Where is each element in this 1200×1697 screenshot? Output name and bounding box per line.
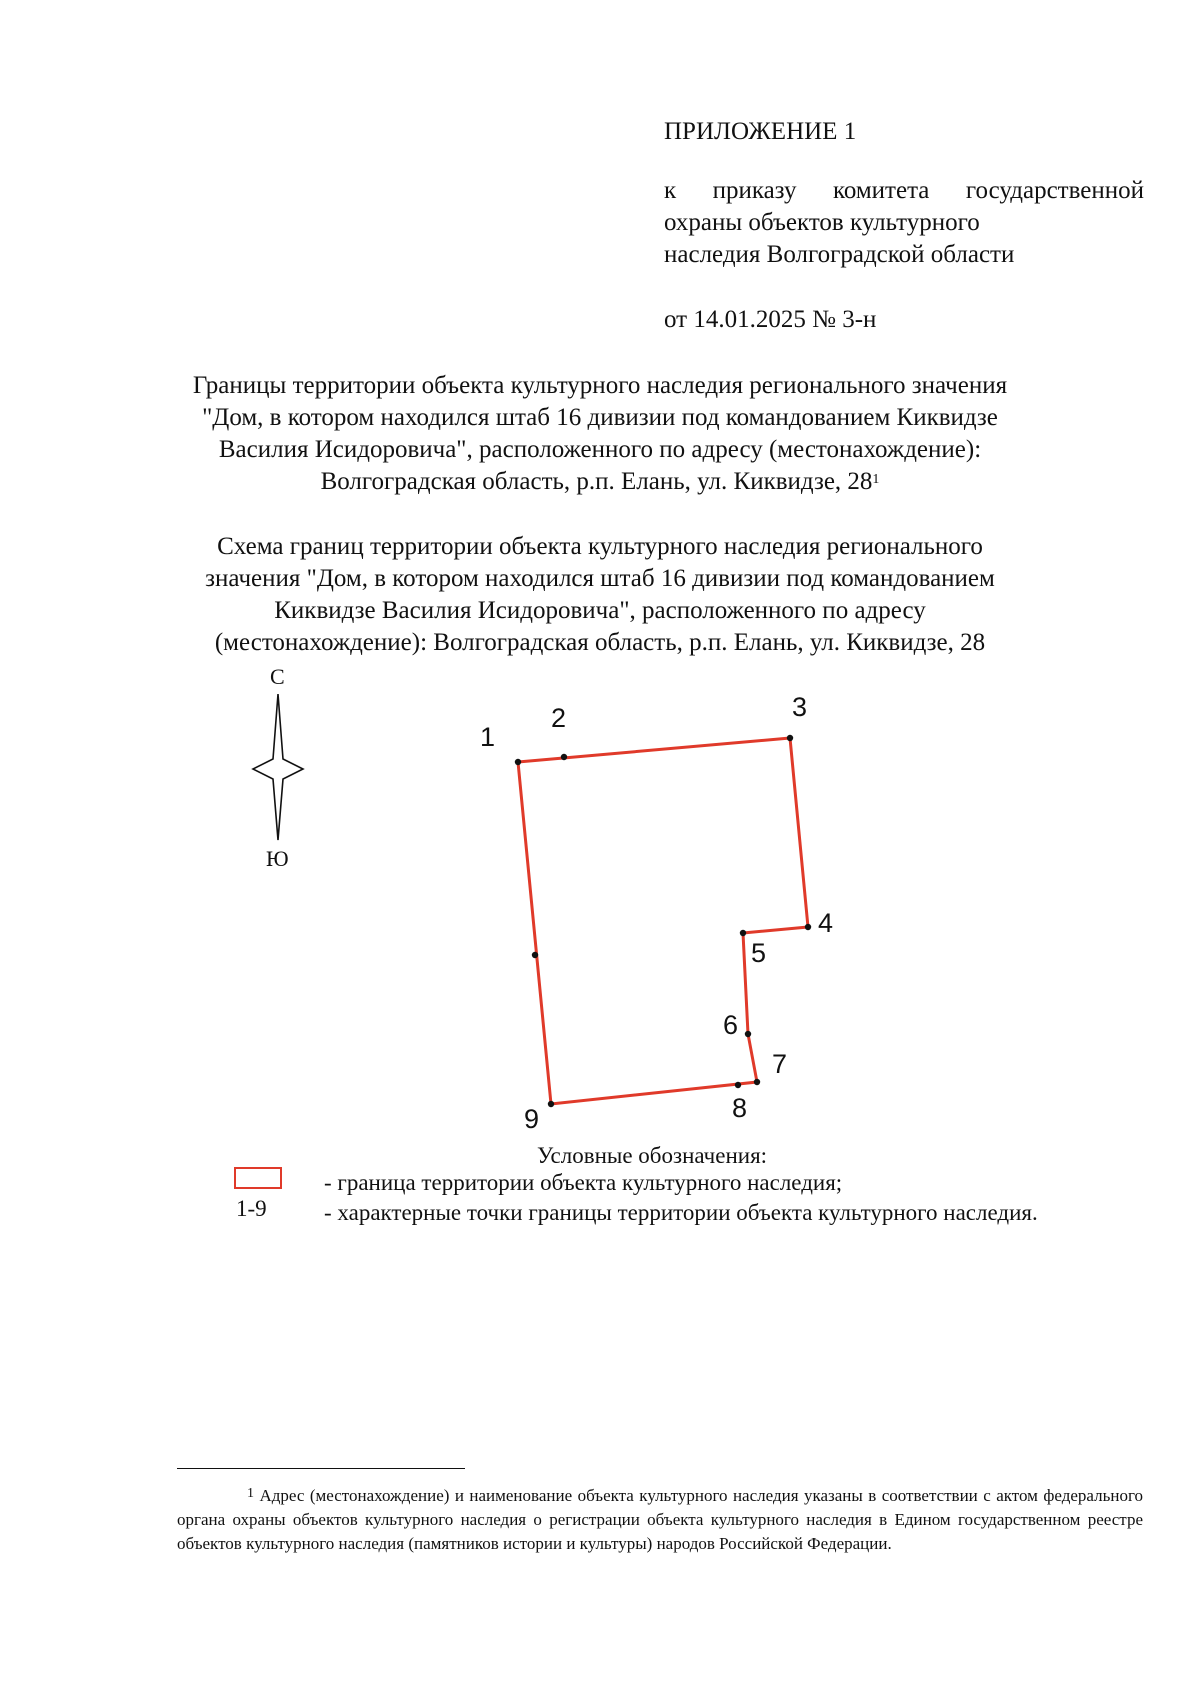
compass-south-label: Ю	[266, 846, 289, 871]
footnote-reference: 1	[872, 472, 880, 487]
point-label-7: 7	[772, 1049, 788, 1079]
boundary-point-extra	[532, 952, 538, 958]
scheme-heading-line-2: значения "Дом, в котором находился штаб 16 дивизии под командованием	[205, 565, 995, 592]
scheme-heading-line-1: Схема границ территории объекта культурного наследия регионального	[217, 533, 983, 560]
boundary-point-9	[548, 1101, 554, 1107]
boundary-point-2	[561, 754, 567, 760]
boundary-point-3	[787, 735, 793, 741]
legend-points-symbol: 1-9	[236, 1196, 267, 1221]
point-label-3: 3	[792, 692, 808, 722]
point-label-2: 2	[551, 703, 567, 733]
appendix-line-3: наследия Волгоградской области	[664, 241, 1015, 268]
boundary-point-7	[754, 1079, 760, 1085]
boundary-point-8	[735, 1082, 741, 1088]
legend-points-text: - характерные точки границы территории объекта культурного наследия.	[324, 1200, 1038, 1225]
appendix-line-2: охраны объектов культурного	[664, 209, 980, 236]
boundary-point-6	[745, 1031, 751, 1037]
point-label-9: 9	[524, 1104, 540, 1134]
boundary-point-5	[740, 930, 746, 936]
footnote	[177, 1484, 1143, 1556]
legend-boundary-text: - граница территории объекта культурного наследия;	[324, 1170, 843, 1195]
scheme-heading-line-4: (местонахождение): Волгоградская область, р.п. Елань, ул. Киквидзе, 28	[214, 629, 986, 656]
scheme-heading-line-3: Киквидзе Василия Исидоровича", расположенного по адресу	[274, 597, 926, 624]
point-label-8: 8	[732, 1093, 748, 1123]
appendix-line-1: к приказу комитета государственной	[664, 177, 1144, 204]
territory-heading-address: Волгоградская область, р.п. Елань, ул. Киквидзе, 28	[320, 468, 873, 495]
compass-north-label: С	[270, 664, 285, 689]
footnote-separator	[177, 1468, 465, 1469]
point-label-5: 5	[751, 938, 767, 968]
boundary-point-1	[515, 759, 521, 765]
appendix-title: ПРИЛОЖЕНИЕ 1	[664, 118, 857, 145]
territory-heading-line-3: Василия Исидоровича", расположенного по адресу (местонахождение):	[218, 436, 982, 463]
point-label-1: 1	[480, 722, 496, 752]
boundary-point-4	[805, 924, 811, 930]
territory-heading-line-1: Границы территории объекта культурного наследия регионального значения	[192, 372, 1008, 399]
territory-heading-line-2: "Дом, в котором находился штаб 16 дивизии под командованием Киквидзе	[202, 404, 998, 431]
footnote-text: Адрес (местонахождение) и наименование объекта культурного наследия указаны в соответствии с актом федерального органа охраны объектов культурного наследия о регистрации объекта культурного наследия в Едином государственном реестре объектов культурного наследия (памятников истории и культуры) народов Российской Федерации.	[177, 1486, 1143, 1553]
appendix-date-number: от 14.01.2025 № 3-н	[664, 306, 877, 333]
legend-boundary-swatch	[234, 1167, 282, 1189]
legend-title: Условные обозначения:	[537, 1143, 768, 1168]
point-label-6: 6	[723, 1010, 739, 1040]
footnote-mark: 1	[247, 1486, 254, 1501]
territory-boundary	[518, 738, 808, 1104]
point-label-4: 4	[818, 908, 834, 938]
